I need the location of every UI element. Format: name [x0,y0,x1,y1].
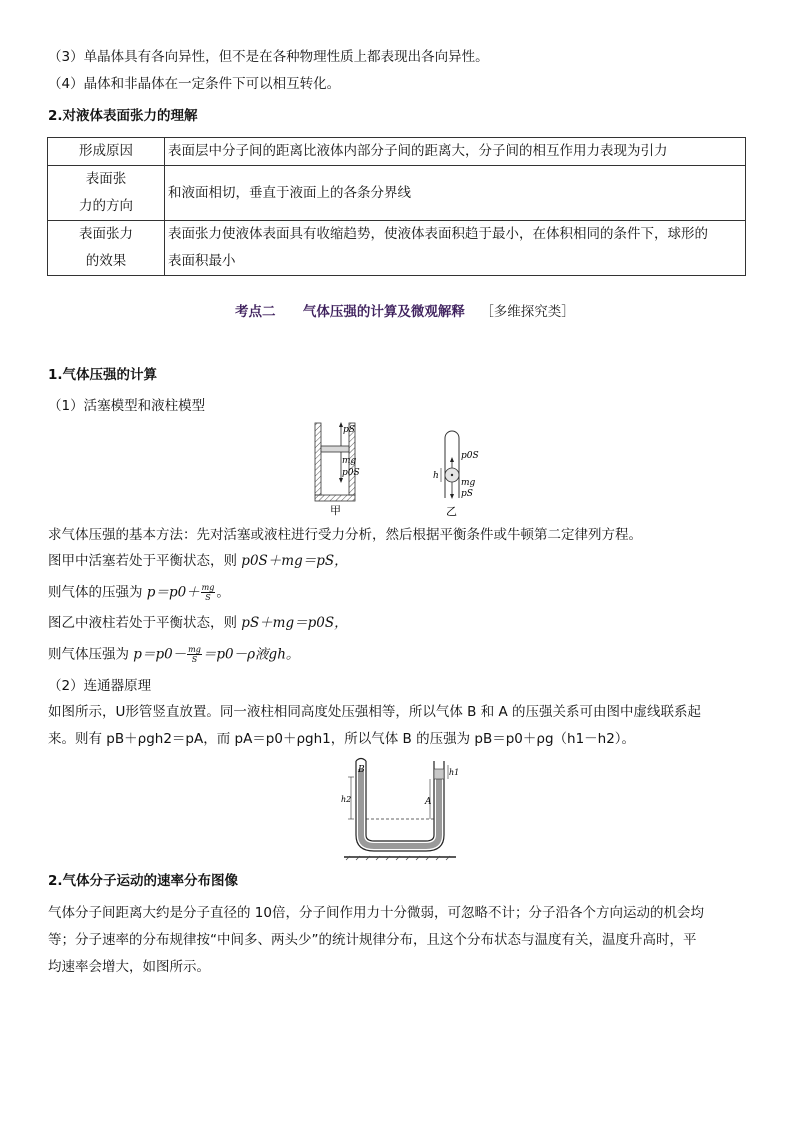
para-2-line-1: 气体分子间距离大约是分子直径的 10倍，分子间作用力十分微弱，可忽略不计；分子沿各个方向运动的机会均 [48,905,704,921]
part-title: .气体分子运动的速率分布图像 [57,873,239,889]
part-1-heading [48,366,157,384]
eq-jia: p0S＋mg＝pS， [241,553,348,569]
row-value: 表面层中分子间的距离比液体内部分子间的距离大，分子间的相互作用力表现为引力 [165,138,746,166]
label-B: B [358,765,365,775]
row-value: 和液面相切，垂直于液面上的各条分界线 [165,166,746,221]
topic-tag: ［多维探究类］ [480,304,575,320]
label-h2: h2 [341,795,352,804]
label-jia: 甲 [330,504,341,517]
row-header: 形成原因 [48,138,165,166]
utube-text-1: 如图所示，U形管竖直放置。同一液柱相同高度处压强相等，所以气体 B 和 A 的压强关系可由图中虚线联系起 [48,704,702,720]
eq-jia-line [48,552,348,570]
u-tube-figure [340,757,460,861]
label-p0S: p0S [461,451,479,461]
label-p0S: p0S [342,468,360,478]
utube-text-2: 来。则有 pB＋ρgh2＝pA，而 pA＝p0＋ρgh1，所以气体 B 的压强为 pB＝p0＋ρg（h1－h2）。 [48,731,636,747]
table-row [48,166,746,221]
label-yi: 乙 [446,505,457,518]
label-mg: mg [461,478,476,488]
section-title: .对液体表面张力的理解 [57,108,198,124]
piston-column-figure [305,418,495,518]
item-4: （4）晶体和非晶体在一定条件下可以相互转化。 [48,76,341,92]
model-1-title: （1）活塞模型和液柱模型 [48,398,206,414]
row-value: 表面张力使液体表面具有收缩趋势，使液体表面积趋于最小，在体积相同的条件下，球形的 表面积最小 [165,221,746,276]
topic-heading [235,303,575,321]
eq-prefix: 图甲中活塞若处于平衡状态，则 [48,553,242,569]
part-title: .气体压强的计算 [57,367,158,383]
eq-yi: pS＋mg＝p0S， [241,615,348,631]
label-pS: pS [461,489,473,499]
fraction: $\frac{mg}{S}$ [188,645,201,664]
surface-tension-table [47,137,746,276]
para-2-line-3: 均速率会增大，如图所示。 [48,959,210,975]
fraction: $\frac{mg}{S}$ [201,583,215,602]
topic-label: 考点二 [235,304,276,320]
eq-end: ＝p0－ρ液gh。 [202,646,300,663]
label-mg: mg [342,456,357,466]
label-A: A [425,797,432,807]
part-number: 2 [48,873,58,889]
label-h: h [433,471,439,481]
eq-prefix: 则气体压强为 [48,646,134,663]
section-number: 2 [48,108,58,124]
part-2-heading [48,872,238,890]
eq-result: p＝p0－ [133,646,187,663]
eq-prefix: 则气体的压强为 [48,584,147,601]
table-row [48,221,746,276]
para-2-line-2: 等；分子速率的分布规律按“中间多、两头少”的统计规律分布，且这个分布状态与温度有关，温度升高时，平 [48,932,697,948]
table-row [48,138,746,166]
label-pS: pS [343,425,355,435]
topic-title: 气体压强的计算及微观解释 [302,304,465,320]
method-text: 求气体压强的基本方法：先对活塞或液柱进行受力分析，然后根据平衡条件或牛顿第二定律列方程。 [48,527,642,543]
tube-diagram [433,431,479,518]
row-header: 表面张力 的效果 [48,221,165,276]
label-h1: h1 [449,768,460,777]
part-number: 1 [48,367,58,383]
eq-prefix: 图乙中液柱若处于平衡状态，则 [48,615,242,631]
eq-yi-result [48,645,299,664]
u-tube-diagram [341,759,459,861]
cylinder-diagram [315,422,360,517]
eq-end: 。 [216,584,230,601]
row-header: 表面张 力的方向 [48,166,165,221]
eq-jia-result [48,583,230,602]
eq-result: p＝p0＋ [146,584,200,601]
section-2-heading [48,107,198,125]
eq-yi-line [48,614,348,632]
item-3: （3）单晶体具有各向异性，但不是在各种物理性质上都表现出各向异性。 [48,49,489,65]
model-2-title: （2）连通器原理 [48,678,152,694]
